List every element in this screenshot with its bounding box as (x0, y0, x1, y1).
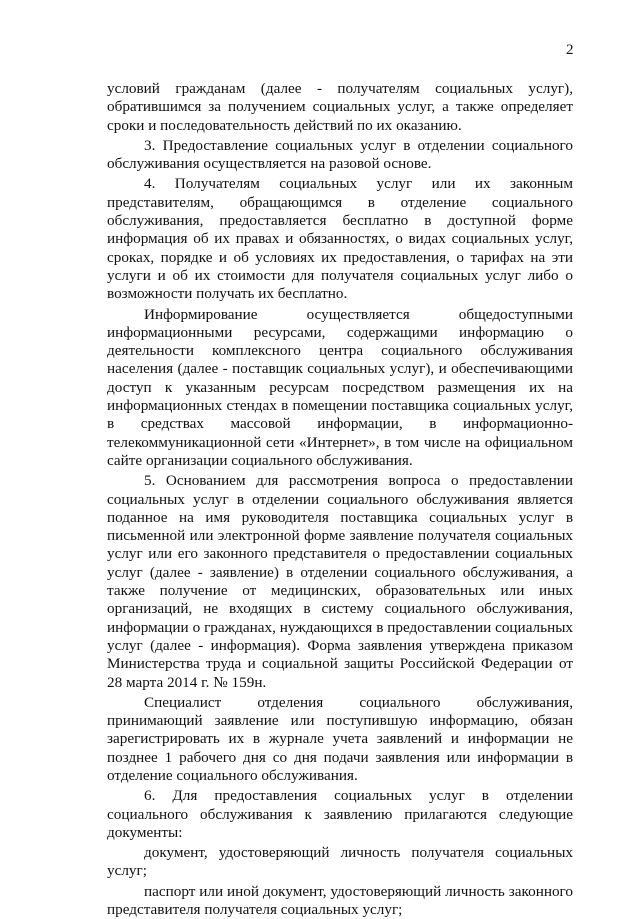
paragraph-specialist: Специалист отделения социального обслуживания, принимающий заявление или поступившую информацию, обязан зарегистрировать их в журнале учета заявлений и информации не позднее 1 рабочего дня со дня подачи заявления или информации в отделение социального обслуживания. (107, 693, 573, 784)
document-body (107, 80, 573, 919)
list-item-representative-passport: паспорт или иной документ, удостоверяющий личность законного представителя получателя социальных услуг; (107, 882, 573, 919)
paragraph-item-6: 6. Для предоставления социальных услуг в отделении социального обслуживания к заявлению прилагаются следующие документы: (107, 787, 573, 841)
page-number: 2 (566, 42, 574, 58)
paragraph-item-5: 5. Основанием для рассмотрения вопроса о предоставлении социальных услуг в отделении социального обслуживания является поданное на имя руководителя поставщика социальных услуг в письменной или электронной форме заявление получателя социальных услуг или его законного представителя о предоставлении социальных услуг (далее - заявление) в отделении социального обслуживания, а также получение от медицинских, образовательных или иных организаций, не входящих в систему социального обслуживания, информации о гражданах, нуждающихся в предоставлении социальных услуг (далее - информация). Форма заявления утверждена приказом Министерства труда и социальной защиты Российской Федерации от 28 марта 2014 г. № 159н. (107, 472, 573, 691)
list-item-identity-document: документ, удостоверяющий личность получателя социальных услуг; (107, 844, 573, 880)
paragraph-item-3: 3. Предоставление социальных услуг в отделении социального обслуживания осуществляется на разовой основе. (107, 136, 573, 173)
paragraph-informing: Информирование осуществляется общедоступными информационными ресурсами, содержащими информацию о деятельности комплексного центра социального обслуживания населения (далее - поставщик социальных услуг), и обеспечивающими доступ к указанным ресурсам посредством размещения их на информационных стендах в помещении поставщика социальных услуг, в средствах массовой информации, в информационно-телекоммуникационной сети «Интернет», в том числе на официальном сайте организации социального обслуживания. (107, 305, 573, 469)
paragraph-item-4: 4. Получателям социальных услуг или их законным представителям, обращающимся в отделение социального обслуживания, предоставляется бесплатно в доступной форме информация об их правах и обязанностях, о видах социальных услуг, сроках, порядке и об условиях их предоставления, о тарифах на эти услуги и об их стоимости для получателя социальных услуг либо о возможности получать их бесплатно. (107, 175, 573, 303)
paragraph-intro-continuation: условий гражданам (далее - получателям социальных услуг), обратившимся за получением социальных услуг, а также определяет сроки и последовательность действий по их оказанию. (107, 80, 573, 134)
